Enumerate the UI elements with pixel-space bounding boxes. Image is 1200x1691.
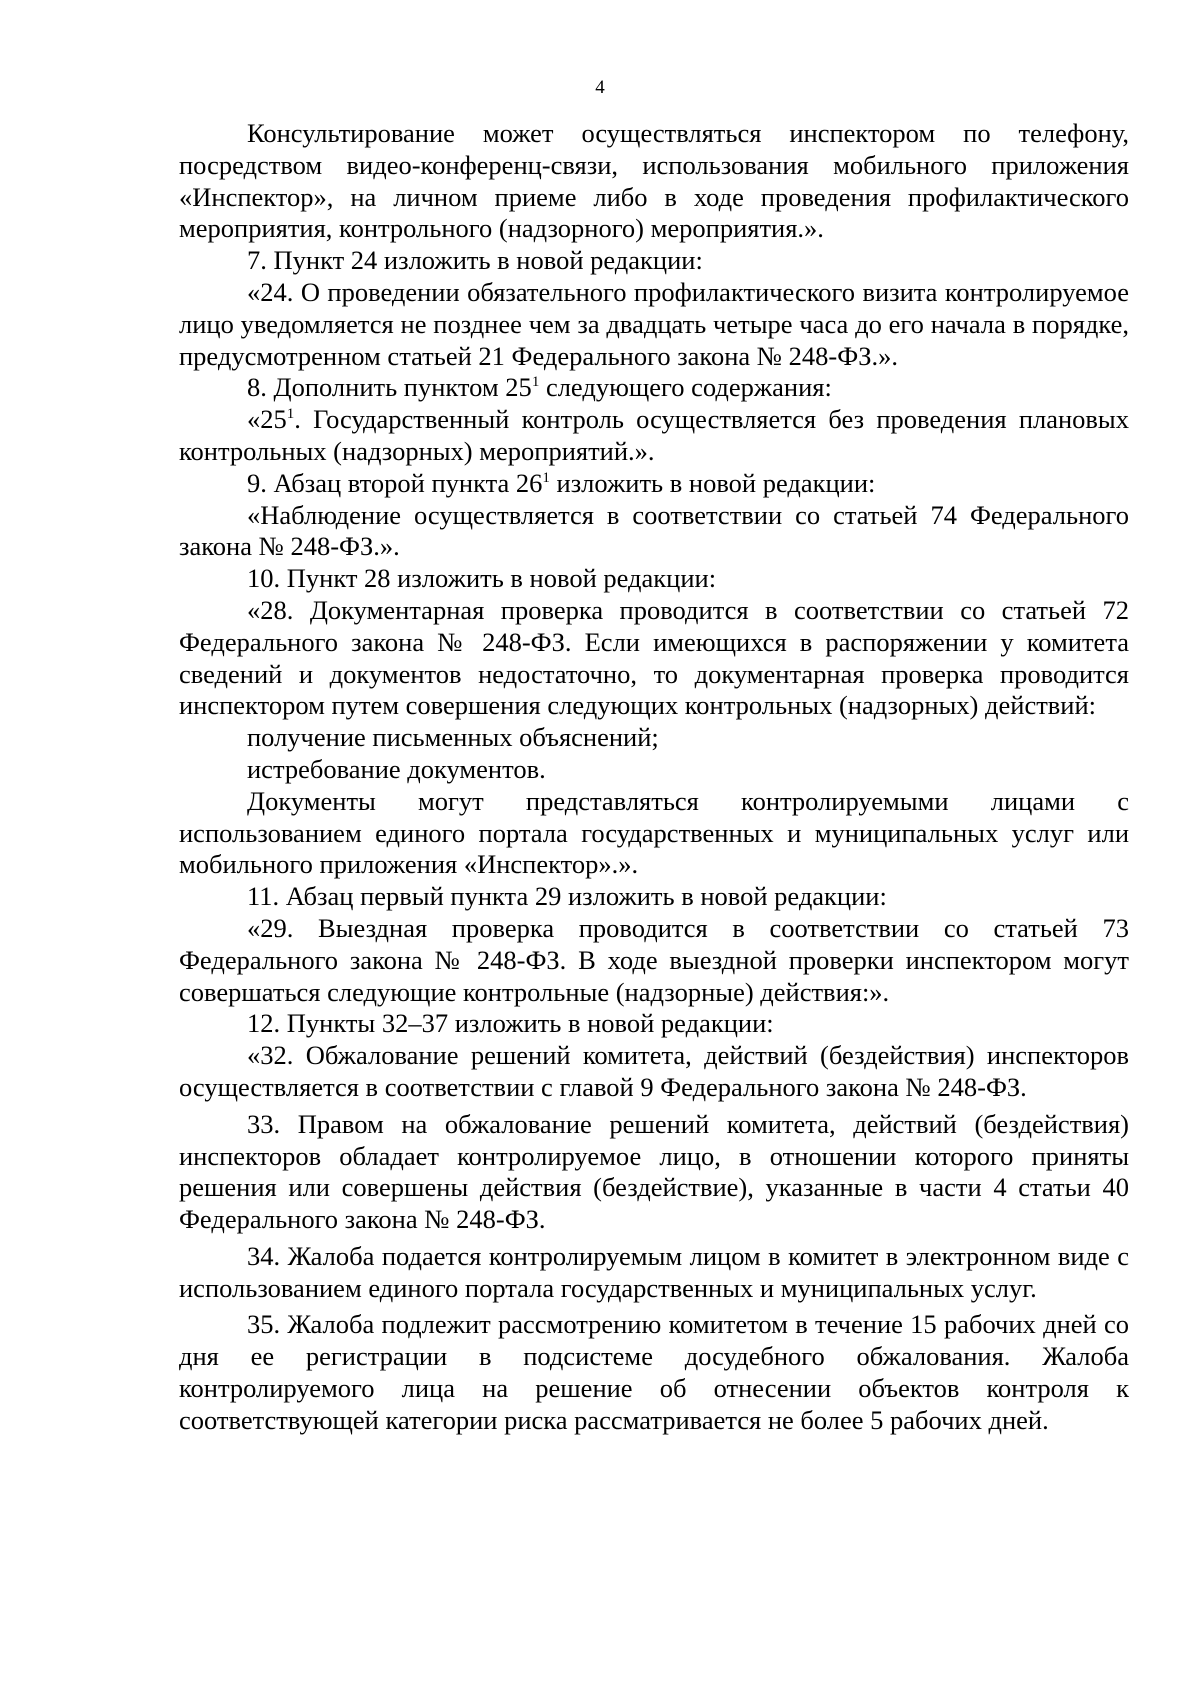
paragraph-observation: «Наблюдение осуществляется в соответствии со статьей 74 Федерального закона № 248-ФЗ.». — [179, 499, 1129, 562]
paragraph-point-32: «32. Обжалование решений комитета, действий (бездействия) инспекторов осуществляется в соответствии с главой 9 Федерального закона № 248-ФЗ. — [179, 1040, 1129, 1102]
paragraph-point-29: «29. Выездная проверка проводится в соответствии со статьей 73 Федерального закона № 248-ФЗ. В ходе выездной проверки инспектором могут совершаться следующие контрольные (надзорные) действия:». — [179, 912, 1129, 1007]
paragraph-point-25-1: «$25^1$. Государственный контроль осуществляется без проведения плановых контрольных (надзорных) мероприятий.». — [179, 404, 1129, 466]
paragraph-item-12: 12. Пункты 32–37 изложить в новой редакции: — [247, 1008, 774, 1039]
paragraph-point-34: 34. Жалоба подается контролируемым лицом в комитет в электронном виде с использованием единого портала государственных и муниципальных услуг. — [179, 1240, 1129, 1303]
paragraph-list-explanations: получение письменных объяснений; — [247, 722, 659, 753]
paragraph-point-33: 33. Правом на обжалование решений комитета, действий (бездействия) инспекторов обладает контролируемое лицо, в отношении которого приняты решения или совершены действия (бездействие), указанные в части 4 статьи 40 Федерального закона № 248-ФЗ. — [179, 1108, 1129, 1235]
paragraph-point-28: «28. Документарная проверка проводится в соответствии со статьей 72 Федерального закона № 248-ФЗ. Если имеющихся в распоряжении у комитета сведений и документов недостаточно, то документарная проверка проводится инспектором путем совершения следующих контрольных (надзорных) действий: — [179, 594, 1129, 721]
paragraph-item-9: 9. Абзац второй пункта $26^1$ изложить в новой редакции: — [247, 467, 876, 498]
paragraph-point-35: 35. Жалоба подлежит рассмотрению комитетом в течение 15 рабочих дней со дня ее регистрации в подсистеме досудебного обжалования. Жалоба контролируемого лица на решение об отнесении объектов контроля к соответствующей категории риска рассматривается не более 5 рабочих дней. — [179, 1309, 1129, 1435]
page-number: 4 — [595, 77, 605, 98]
paragraph-item-10: 10. Пункт 28 изложить в новой редакции: — [247, 563, 717, 594]
paragraph-consultation: Консультирование может осуществляться инспектором по телефону, посредством видео-конференц-связи, использования мобильного приложения «Инспектор», на личном приеме либо в ходе проведения профилактического мероприятия, контрольного (надзорного) мероприятия.». — [179, 118, 1129, 244]
paragraph-documents-submission: Документы могут представляться контролируемыми лицами с использованием единого портала государственных и муниципальных услуг или мобильного приложения «Инспектор».». — [179, 785, 1129, 880]
paragraph-item-7: 7. Пункт 24 изложить в новой редакции: — [247, 245, 703, 276]
paragraph-list-documents: истребование документов. — [247, 753, 546, 784]
document-body — [179, 118, 1129, 1437]
paragraph-item-8: 8. Дополнить пунктом $25^1$ следующего содержания: — [247, 372, 832, 403]
paragraph-point-24: «24. О проведении обязательного профилактического визита контролируемое лицо уведомляется не позднее чем за двадцать четыре часа до его начала в порядке, предусмотренном статьей 21 Федерального закона № 248-ФЗ.». — [179, 276, 1129, 371]
paragraph-item-11: 11. Абзац первый пункта 29 изложить в новой редакции: — [247, 881, 887, 912]
